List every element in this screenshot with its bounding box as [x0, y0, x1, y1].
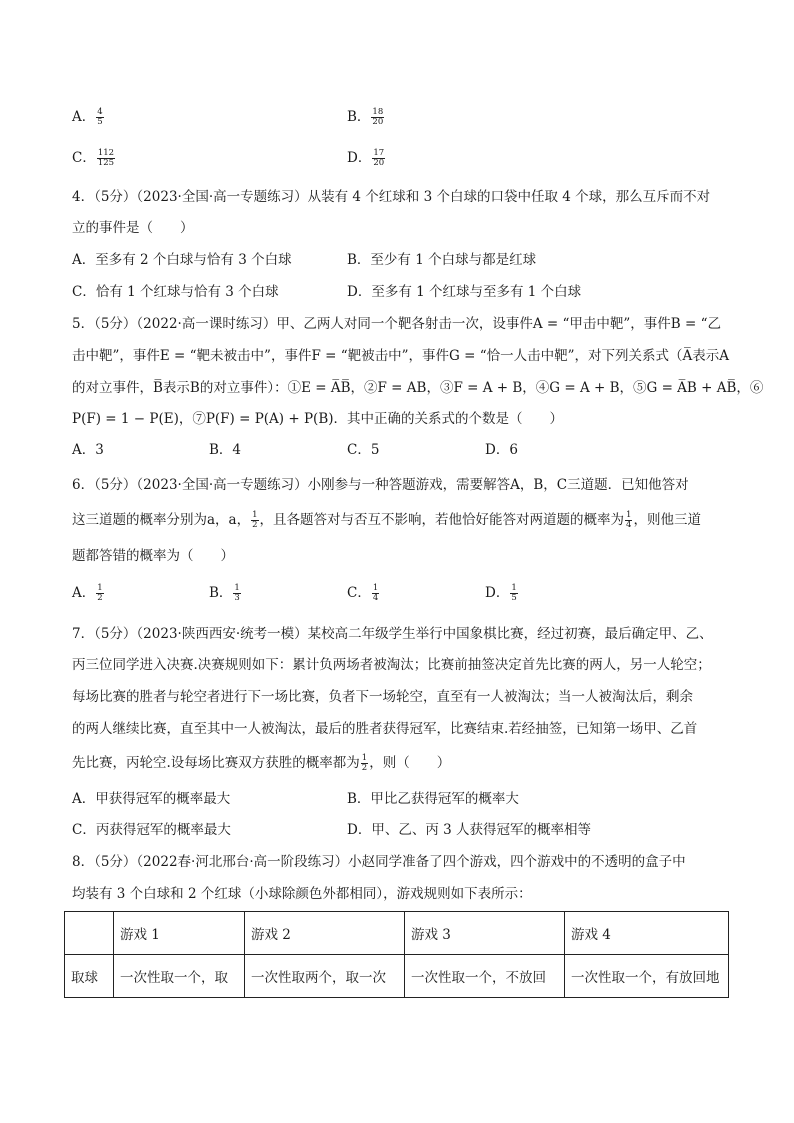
fraction — [251, 511, 258, 530]
table-header-cell: 游戏 4 — [565, 912, 729, 955]
numerator: 17 — [373, 148, 385, 158]
denominator: 3 — [234, 593, 240, 603]
denominator: 2 — [361, 763, 368, 773]
q5-stem-line1: 5．（5分）（2022·高一课时练习）甲、乙两人对同一个靶各射击一次，设事件A = “甲击中靶”，事件B = “乙 — [72, 316, 721, 332]
option-label: A． — [72, 585, 96, 601]
fraction — [233, 584, 240, 603]
q5-stem-line3: 的对立事件，B̅表示B的对立事件）：①E = A̅B̅，②F = AB，③F = A + B，④G = A + B，⑤G = A̅B + AB̅，⑥ — [72, 380, 764, 396]
q4-option-c: C．恰有 1 个红球与恰有 3 个白球 — [72, 284, 279, 300]
fraction — [510, 584, 517, 603]
fraction — [625, 511, 632, 530]
option-label: B． — [347, 109, 371, 125]
denominator: 2 — [97, 593, 103, 603]
denominator: 4 — [626, 520, 632, 530]
table-cell: 一次性取一个，取 — [114, 955, 245, 998]
numerator: 1 — [361, 753, 368, 763]
q3-option-c — [72, 148, 116, 168]
option-label: D． — [485, 585, 510, 601]
table-header-cell: 游戏 1 — [114, 912, 245, 955]
q6-text-part: ，且各题答对与否互不影响，若他恰好能答对两道题的概率为 — [259, 512, 625, 528]
fraction — [372, 149, 385, 168]
table-cell: 一次性取一个，有放回地 — [565, 955, 729, 998]
q7-stem-line1: 7．（5分）（2023·陕西西安·统考一模）某校高二年级学生举行中国象棋比赛，经过初赛，最后确定甲、乙、 — [72, 626, 713, 642]
table-header-cell: 游戏 3 — [405, 912, 565, 955]
q6-option-c — [347, 583, 380, 603]
q3-option-b — [347, 107, 385, 127]
q5-option-b: B．4 — [209, 442, 242, 458]
option-label: A． — [72, 109, 96, 125]
q6-text-part: ，则他三道 — [633, 512, 701, 528]
q7-option-d: D．甲、乙、丙 3 人获得冠军的概率相等 — [347, 822, 591, 838]
denominator: 125 — [97, 158, 115, 168]
numerator: 1 — [626, 510, 632, 520]
numerator: 4 — [97, 107, 103, 117]
table-cell: 取球 — [65, 955, 114, 998]
q6-stem-line1: 6．（5分）（2023·全国·高一专题练习）小刚参与一种答题游戏，需要解答A，B，C三道题．已知他答对 — [72, 477, 689, 493]
numerator: 1 — [252, 510, 258, 520]
denominator: 5 — [97, 117, 103, 127]
option-label: B． — [209, 585, 233, 601]
q7-stem-line3: 每场比赛的胜者与轮空者进行下一场比赛，负者下一场轮空，直至有一人被淘汰；当一人被淘汰后，剩余 — [72, 689, 693, 705]
q4-option-d: D．至多有 1 个红球与至多有 1 个白球 — [347, 284, 582, 300]
q7-stem-line4: 的两人继续比赛，直至其中一人被淘汰，最后的胜者获得冠军，比赛结束.若经抽签，已知第一场甲、乙首 — [72, 721, 698, 737]
q6-option-d — [485, 583, 519, 603]
q7-option-a: A．甲获得冠军的概率最大 — [72, 791, 231, 807]
q6-stem-line3: 题都答错的概率为（ ） — [72, 548, 234, 564]
q4-option-b: B．至少有 1 个白球与都是红球 — [347, 252, 537, 268]
fraction — [372, 584, 379, 603]
q6-text-part: 这三道题的概率分别为a，a， — [72, 512, 251, 528]
table-row — [65, 955, 729, 998]
q5-option-d: D．6 — [485, 442, 518, 458]
numerator: 18 — [372, 107, 384, 117]
option-label: C． — [72, 150, 96, 166]
denominator: 2 — [252, 520, 258, 530]
q6-option-b — [209, 583, 242, 603]
q7-stem-line2: 丙三位同学进入决赛.决赛规则如下：累计负两场者被淘汰；比赛前抽签决定首先比赛的两人，另一人轮空； — [72, 657, 711, 673]
game-rules-table — [64, 911, 729, 998]
fraction — [96, 584, 103, 603]
numerator: 1 — [97, 583, 103, 593]
q4-stem-line1: 4．（5分）（2023·全国·高一专题练习）从装有 4 个红球和 3 个白球的口袋中任取 4 个球，那么互斥而不对 — [72, 189, 711, 205]
option-label: C． — [347, 585, 371, 601]
denominator: 5 — [511, 593, 517, 603]
denominator: 20 — [373, 158, 385, 168]
q5-stem-line2: 击中靶”，事件E = “靶未被击中”，事件F = “靶被击中”，事件G = “恰一人击中靶”，对下列关系式（A̅表示A — [72, 348, 729, 364]
q5-option-c: C．5 — [347, 442, 380, 458]
q6-option-a — [72, 583, 105, 603]
numerator: 1 — [511, 583, 517, 593]
denominator: 20 — [372, 117, 384, 127]
option-label: D． — [347, 150, 372, 166]
fraction — [371, 108, 384, 127]
table-header-row — [65, 912, 729, 955]
table-cell: 一次性取两个，取一次 — [245, 955, 405, 998]
numerator: 1 — [372, 583, 379, 593]
table-cell: 一次性取一个，不放回 — [405, 955, 565, 998]
q5-stem-line4: P(F) = 1 − P(E)，⑦P(F) = P(A) + P(B)．其中正确的关系式的个数是（ ） — [72, 411, 564, 427]
q4-stem-line2: 立的事件是（ ） — [72, 220, 194, 236]
q7-option-c: C．丙获得冠军的概率最大 — [72, 822, 231, 838]
q4-option-a: A．至多有 2 个白球与恰有 3 个白球 — [72, 252, 292, 268]
q8-stem-line1: 8．（5分）（2022春·河北邢台·高一阶段练习）小赵同学准备了四个游戏，四个游戏中的不透明的盒子中 — [72, 854, 686, 870]
table-cell — [65, 912, 114, 955]
q6-stem-line2 — [72, 510, 701, 530]
q3-option-a — [72, 107, 105, 127]
table-header-cell: 游戏 2 — [245, 912, 405, 955]
q7-stem-line5 — [72, 753, 450, 773]
fraction — [97, 149, 115, 168]
denominator: 4 — [372, 593, 379, 603]
q8-stem-line2: 均装有 3 个白球和 2 个红球（小球除颜色外都相同），游戏规则如下表所示： — [72, 886, 532, 902]
numerator: 112 — [97, 148, 115, 158]
q7-text-part: 先比赛，丙轮空.设每场比赛双方获胜的概率都为 — [72, 755, 360, 771]
fraction — [361, 754, 368, 773]
q7-option-b: B．甲比乙获得冠军的概率大 — [347, 791, 519, 807]
q5-option-a: A．3 — [72, 442, 104, 458]
numerator: 1 — [234, 583, 240, 593]
q3-option-d — [347, 148, 386, 168]
q7-text-part: ，则（ ） — [369, 755, 451, 771]
fraction — [96, 108, 103, 127]
